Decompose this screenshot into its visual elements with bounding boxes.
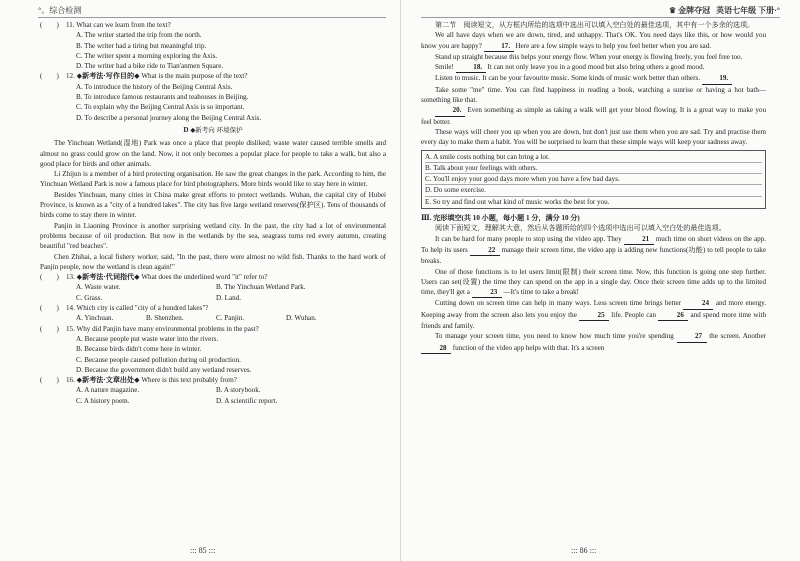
header-right: ♛ 金牌夺冠 英语七年级 下册·° [668,6,780,15]
blank-28[interactable]: 28 [421,343,451,354]
section3-title: Ⅲ. 完形填空(共 10 小题，每小题 1 分，满分 10 分) [421,214,580,223]
crown-icon: ♛ [668,6,677,15]
q16-option-c[interactable]: C. A history poem. [76,396,130,405]
question-11: ( ) 11. What can we learn from the text? [40,21,171,29]
q13-options-row1 [40,282,386,292]
q11-option-b[interactable]: B. The writer had a tiring but meaningful trip. [76,41,207,50]
blank-25[interactable]: 25 [579,310,609,321]
cloze-paragraph: It can be hard for many people to stop using the video app. They 21 much time on short videos on the app. To help its users 22 manage their screen time, the video app is adding new functions(功能) to tell people to take breaks. [421,234,766,266]
q16-option-a[interactable]: A. A nature magazine. [76,386,140,395]
passage-paragraph: Li Zhijun is a member of a bird protecting organisation. He saw the great changes in the park. According to him, the Yinchuan Wetland Park is now a famous place for bird photographers. More birds would like to stay here in winter. [40,170,386,189]
q11-option-d[interactable]: D. The writer had a bike ride to Tian'anmen Square. [76,62,224,71]
q13-option-d[interactable]: D. Land. [216,293,242,302]
q16-option-d[interactable]: D. A scientific report. [216,396,278,405]
blank-18[interactable]: 18. [456,62,486,73]
q11-option-c[interactable]: C. The writer spent a morning exploring the Axis. [76,51,218,60]
box-option-e: E. So try and find out what kind of music works the best for you. [425,197,610,206]
section-d-heading: D ◆新考向 环境保护 [183,125,243,134]
question-13: ( ) 13. ◆新考法·代词指代◆ What does the underlined word "it" refer to? [40,273,268,282]
passage-paragraph: Chen Zhihai, a local fishery worker, said, "In the past, there were almost no wild fish. Thanks to the hard work of Panjin people, now the wetland is clean again!" [40,252,386,271]
blank-26[interactable]: 26 [658,310,688,321]
blank-27[interactable]: 27 [677,331,707,342]
q12-option-b[interactable]: B. To introduce famous restaurants and teahouses in Beijing. [76,93,249,102]
book-title: 英语七年级 下册 [716,6,775,15]
section2-instructions: 第二节 阅读短文，从方框内所给的选项中选出可以填入空白处的最佳选项，其中有一个多余的选项。 [435,21,755,29]
q15-option-c[interactable]: C. Because people caused pollution during oil production. [76,355,241,364]
options-box [421,150,766,209]
passage-paragraph: Smile! 18. It can not only leave you in a good mood but also bring others a good mood. [421,62,766,73]
passage-paragraph: Besides Yinchuan, many cities in China make great efforts to protect wetlands. Wuhan, the capital city of Hubei Province, is known as a "city of a hundred lakes". The city has five large wetland reserves(保护区). Tens of thousands of birds come to stay there in winter. [40,190,386,220]
q16-options-row2 [40,396,386,406]
box-option-a: A. A smile costs nothing but can bring a lot. [425,152,762,163]
q16-options-row1 [40,385,386,395]
box-option-b: B. Talk about your feelings with others. [425,163,762,174]
box-option-d: D. Do some exercise. [425,185,762,196]
q15-option-d[interactable]: D. Because the government didn't build any wetland reserves. [76,365,252,374]
q13-option-c[interactable]: C. Grass. [76,293,103,302]
q14-option-b[interactable]: B. Shenzhen. [146,314,184,323]
box-option-c: C. You'll enjoy your good days more when you have a few bad days. [425,174,762,185]
page-number-right: ::: 86 ::: [571,546,597,555]
blank-21[interactable]: 21 [624,234,654,245]
cloze-paragraph: To manage your screen time, you need to know how much time you're spending 27 the screen. Another 28 function of the video app helps with that. It's a screen [421,331,766,354]
q12-option-c[interactable]: C. To explain why the Beijing Central Axis is so important. [76,103,245,112]
q14-option-a[interactable]: A. Yinchuan. [76,314,114,323]
blank-22[interactable]: 22 [470,245,500,256]
passage-paragraph: Panjin in Liaoning Province is another surprising wetland city. In the past, the city had a lot of environmental problems because of oil production. But now in the wetlands by the sea, seagrass turns red every autumn, creating beautiful "red beaches". [40,221,386,251]
blank-20[interactable]: 20. [435,105,465,116]
q14-options [40,313,386,323]
blank-24[interactable]: 24 [683,298,713,309]
blank-19[interactable]: 19. [702,73,732,84]
q13-options-row2 [40,293,386,303]
passage-paragraph: Listen to music. It can be your favourite music. Some kinds of music work better than others. 19. [421,73,766,84]
question-14: ( ) 14. Which city is called "city of a hundred lakes"? [40,304,209,313]
question-12: ( ) 12. ◆新考法·写作目的◆ What is the main purpose of the text? [40,72,248,81]
question-15: ( ) 15. Why did Panjin have many environmental problems in the past? [40,324,259,333]
q13-option-b[interactable]: B. The Yinchuan Wetland Park. [216,283,306,292]
q11-option-a[interactable]: A. The writer started the trip from the north. [76,31,202,40]
header-left: °。综合检测 [38,6,82,15]
header-rule-left [38,17,386,18]
passage-paragraph: These ways will cheer you up when you are down, but don't just use them when you are sad. Try and practise them every day to make them a habit. You will be surprised to learn that these simple ways will keep your sadness away. [421,127,766,147]
passage-paragraph: 20. Even something as simple as taking a walk will get your blood flowing. It is a great way to make you feel better. [421,106,766,126]
page-number-left: ::: 85 ::: [190,546,216,555]
section3-instructions: 阅读下面短文，理解其大意，然后从各题所给的四个选项中选出可以填入空白处的最佳选项。 [435,224,726,233]
q13-option-a[interactable]: A. Waste water. [76,283,121,292]
right-page [400,0,800,561]
q14-option-d[interactable]: D. Wuhan. [286,314,317,323]
q15-option-a[interactable]: A. Because people put waste water into the rivers. [76,334,219,343]
passage-paragraph: Stand up straight because this helps your energy flow. When your energy is flowing freely, you feel free too. [435,52,743,61]
q15-option-b[interactable]: B. Because birds didn't come here in winter. [76,345,202,354]
blank-23[interactable]: 23 [472,287,502,298]
cloze-paragraph: Cutting down on screen time can help in many ways. Less screen time brings better 24 and more energy. Keeping away from the screen also lets you enjoy the 25 life. People can 26 and spend more time with friends and family. [421,299,766,331]
q12-option-d[interactable]: D. To describe a personal journey along the Beijing Central Axis. [76,113,262,122]
cloze-paragraph: One of those functions is to let users limit(限制) their screen time. Now, this function is going one step further. Users can set(设置) the time they can spend on the app in a single day. Once their screen time adds up to the limited time, they'll get a 23 —It's time to take a break! [421,267,766,299]
blank-17[interactable]: 17. [484,41,514,52]
right-content [421,20,766,354]
passage-paragraph: We all have days when we are down, tired, and unhappy. That's OK. You need days like this, or how would you know you are happy? 17. Here are a few simple ways to help you feel better when you are sad. [421,30,766,52]
q14-option-c[interactable]: C. Panjin. [216,314,245,323]
brand-name: 金牌夺冠 [678,6,711,15]
header-rule-right [421,17,780,18]
question-16: ( ) 16. ◆新考法·文章出处◆ Where is this text probably from? [40,376,237,385]
passage-paragraph: The Yinchuan Wetland(湿地) Park was once a place that people disliked; waste water caused terrible smells and almost no grass could grow on the land. Now, it not only becomes a popular place for people to take a walk, but also a good place for birds and other animals. [40,139,386,168]
passage-paragraph: Take some "me" time. You can find happiness in reading a book, watching a sunrise or having a hot bath—something like that. [421,85,766,105]
q16-option-b[interactable]: B. A storybook. [216,386,261,395]
left-content [40,20,386,406]
q12-option-a[interactable]: A. To introduce the history of the Beijing Central Axis. [76,82,233,91]
